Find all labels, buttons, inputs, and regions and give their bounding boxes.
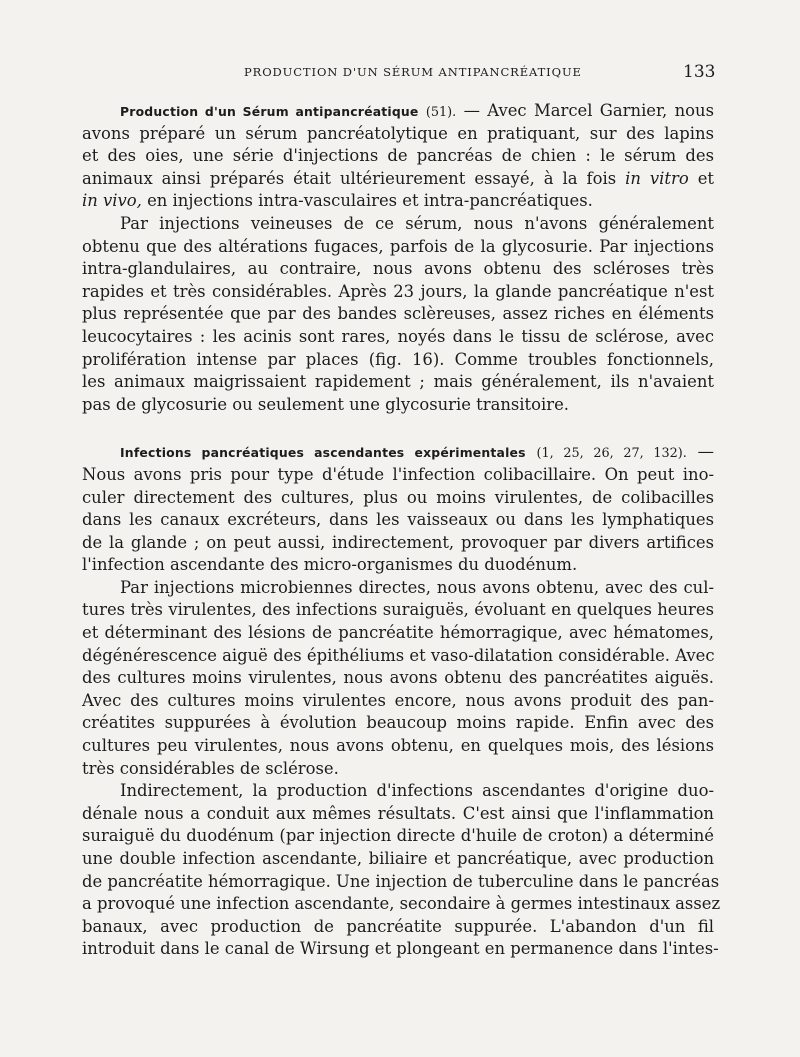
text-line: leucocytaires : les acinis sont rares, noyés dans le tissu de sclérose, avec [82, 326, 714, 346]
text-line: et des oies, une série d'injections de pancréas de chien : le sérum des [82, 146, 714, 166]
text-line: créatites suppurées à évolution beaucoup moins rapide. Enfin avec des [82, 713, 714, 733]
page-number: 133 [683, 62, 716, 82]
running-title: PRODUCTION D'UN SÉRUM ANTIPANCRÉATIQUE [244, 65, 582, 79]
text-line: Par injections microbiennes directes, nous avons obtenu, avec des cul- [120, 577, 714, 597]
text-line: obtenu que des altérations fugaces, parfois de la glycosurie. Par injections [82, 236, 714, 256]
text-line: rapides et très considérables. Après 23 jours, la glande pancréatique n'est [82, 281, 714, 301]
running-header [0, 62, 800, 85]
text-line [82, 168, 714, 191]
text-line: les animaux maigrissaient rapidement ; mais généralement, ils n'avaient [82, 372, 714, 392]
text-line: Nous avons pris pour type d'étude l'infection colibacillaire. On peut ino- [82, 464, 714, 484]
text-line: pas de glycosurie ou seulement une glycosurie transitoire. [82, 394, 569, 414]
text-line: prolifération intense par places (fig. 16). Comme troubles fonctionnels, [82, 349, 714, 369]
text-line: une double infection ascendante, biliaire et pancréatique, avec production [82, 849, 714, 868]
text-line: dénale nous a conduit aux mêmes résultats. C'est ainsi que l'inflammation [82, 803, 714, 823]
text-line: suraiguë du duodénum (par injection directe d'huile de croton) a déterminé [82, 826, 714, 846]
section2-heading-line [82, 441, 714, 464]
text-line: introduit dans le canal de Wirsung et plongeant en permanence dans l'intes- [82, 939, 719, 959]
text-line: de pancréatite hémorragique. Une injection de tuberculine dans le pancréas [82, 871, 720, 891]
text-line: dans les canaux excréteurs, dans les vaisseaux ou dans les lymphatiques [82, 510, 714, 530]
text-line: avons préparé un sérum pancréatolytique en pratiquant, sur des lapins [82, 123, 714, 143]
text-line: Par injections veineuses de ce sérum, nous n'avons généralement [120, 213, 714, 233]
text-line: très considérables de sclérose. [82, 758, 339, 778]
text-line: des cultures moins virulentes, nous avons obtenu des pancréatites aiguës. [82, 668, 714, 688]
text-line: et déterminant des lésions de pancréatite hémorragique, avec hématomes, [82, 623, 714, 643]
text-line: Avec des cultures moins virulentes encore, nous avons produit des pan- [82, 690, 714, 710]
text-line: de la glande ; on peut aussi, indirectement, provoquer par divers artifices [82, 532, 714, 552]
text-line: dégénérescence aiguë des épithéliums et vaso-dilatation considérable. Avec [82, 645, 715, 665]
section1-first-line [82, 100, 714, 123]
text-line: Indirectement, la production d'infections ascendantes d'origine duo- [120, 781, 714, 801]
text-line [82, 190, 714, 213]
section2-heading: Infections pancréatiques ascendantes expérimentales [120, 445, 526, 461]
latin-term: in vivo, [82, 191, 142, 211]
line-text: et [688, 168, 714, 188]
text-line: l'infection ascendante des micro-organismes du duodénum. [82, 555, 578, 575]
section1-line1-text: — Avec Marcel Garnier, nous [456, 101, 714, 120]
section2-dash: — [686, 442, 714, 462]
section1-heading: Production d'un Sérum antipancréatique [120, 104, 419, 119]
section-gap [82, 416, 714, 441]
line-text: en injections intra-vasculaires et intra-pancréatiques. [141, 191, 593, 211]
text-line: culer directement des cultures, plus ou moins virulentes, de colibacilles [82, 487, 714, 507]
latin-term: in vitro [625, 168, 689, 188]
line-text: animaux ainsi préparés était ultérieurement essayé, à la fois [82, 168, 617, 188]
text-line: cultures peu virulentes, nous avons obtenu, en quelques mois, des lésions [82, 736, 714, 756]
text-line: plus représentée que par des bandes sclèreuses, assez riches en éléments [82, 304, 714, 324]
text-line: a provoqué une infection ascendante, secondaire à germes intestinaux assez [82, 894, 721, 914]
section1-reference: (51). [425, 105, 457, 120]
section2-reference: (1, 25, 26, 27, 132). [536, 446, 687, 462]
page-body [82, 100, 721, 961]
text-line: intra-glandulaires, au contraire, nous avons obtenu des scléroses très [82, 259, 714, 279]
text-line: tures très virulentes, des infections suraiguës, évoluant en quelques heures [82, 600, 714, 620]
text-line: banaux, avec production de pancréatite suppurée. L'abandon d'un fil [82, 916, 714, 936]
